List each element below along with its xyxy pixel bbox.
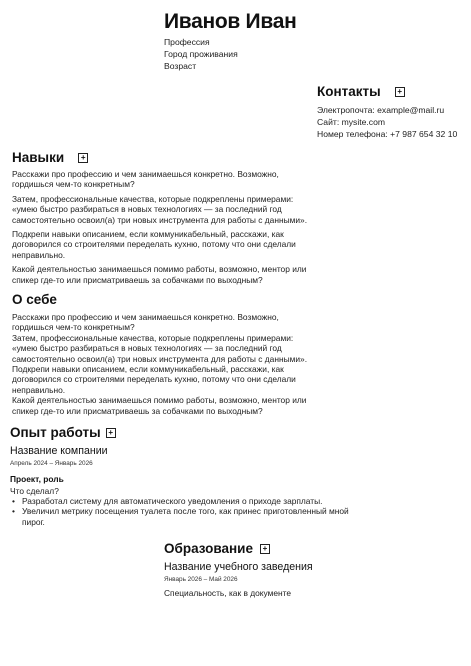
skills-heading [12, 150, 88, 165]
list-item: • Разработал систему для автоматического уведомления о приходе зарплаты. [10, 496, 350, 506]
add-contact-button[interactable]: + [395, 87, 405, 97]
contact-email: Электропочта: example@mail.ru [317, 105, 445, 115]
contact-phone: Номер телефона: +7 987 654 32 10 [317, 129, 458, 139]
specialty-text: Специальность, как в документе [164, 588, 292, 598]
institution-name: Название учебного заведения [164, 561, 313, 573]
skills-paragraph: Расскажи про профессию и чем занимаешься конкретно. Возможно, гордишься чем-то конкретным? [12, 169, 279, 190]
skills-paragraph: Затем, профессиональные качества, которые подкреплены примерами: «умею быстро разбираться в новых технологиях — за последний год самостоятельно освоил(а) три новых инструмента для работы с данными». [12, 193, 308, 225]
education-title: Образование [164, 541, 253, 556]
education-dates: Январь 2026 – Май 2026 [164, 576, 238, 583]
header-meta [164, 36, 238, 72]
about-paragraph: Расскажи про профессию и чем занимаешься конкретно. Возможно, гордишься чем-то конкретным? [12, 312, 279, 333]
add-experience-button[interactable]: + [106, 428, 116, 438]
add-skill-button[interactable]: + [78, 153, 88, 163]
contacts-heading [317, 84, 405, 99]
experience-heading [10, 425, 116, 440]
what-done-label: Что сделал? [10, 486, 59, 496]
about-paragraph: Какой деятельностью занимаешься помимо работы, возможно, ментор или спикер где-то или присматриваешь за собачками по выходным? [12, 395, 307, 416]
contacts-list [317, 104, 457, 140]
contact-site: Сайт: mysite.com [317, 117, 386, 127]
profession-text: Профессия [164, 37, 210, 47]
about-paragraph: Затем, профессиональные качества, которые подкреплены примерами: «умею быстро разбираться в новых технологиях — за последний год самостоятельно освоил(а) три новых инструмента для работы с данными». [12, 332, 308, 364]
add-education-button[interactable]: + [260, 544, 270, 554]
project-role: Проект, роль [10, 474, 64, 484]
list-item: • Увеличил метрику посещения туалета после того, как принес приготовленный мной пирог. [10, 506, 350, 527]
skills-paragraph: Подкрепи навыки описанием, если коммуникабельный, расскажи, как договорился со строителями переделать кухню, потому что они сделали неправильно. [12, 229, 296, 260]
experience-title: Опыт работы [10, 425, 101, 440]
skills-paragraph: Какой деятельностью занимаешься помимо работы, возможно, ментор или спикер где-то или присматриваешь за собачками по выходным? [12, 264, 307, 285]
skills-title: Навыки [12, 150, 65, 165]
skills-body [12, 169, 312, 289]
contacts-title: Контакты [317, 84, 381, 99]
company-name: Название компании [10, 445, 108, 457]
age-text: Возраст [164, 61, 197, 71]
city-text: Город проживания [164, 49, 238, 59]
about-body [12, 312, 312, 416]
education-heading [164, 541, 270, 556]
achievements-list [10, 496, 350, 527]
about-title: О себе [12, 292, 57, 307]
about-paragraph: Подкрепи навыки описанием, если коммуникабельный, расскажи, как договорился со строителями переделать кухню, потому что они сделали неправильно. [12, 364, 296, 395]
experience-dates: Апрель 2024 – Январь 2026 [10, 460, 93, 467]
about-heading [12, 292, 57, 307]
resume-name: Иванов Иван [164, 10, 297, 33]
